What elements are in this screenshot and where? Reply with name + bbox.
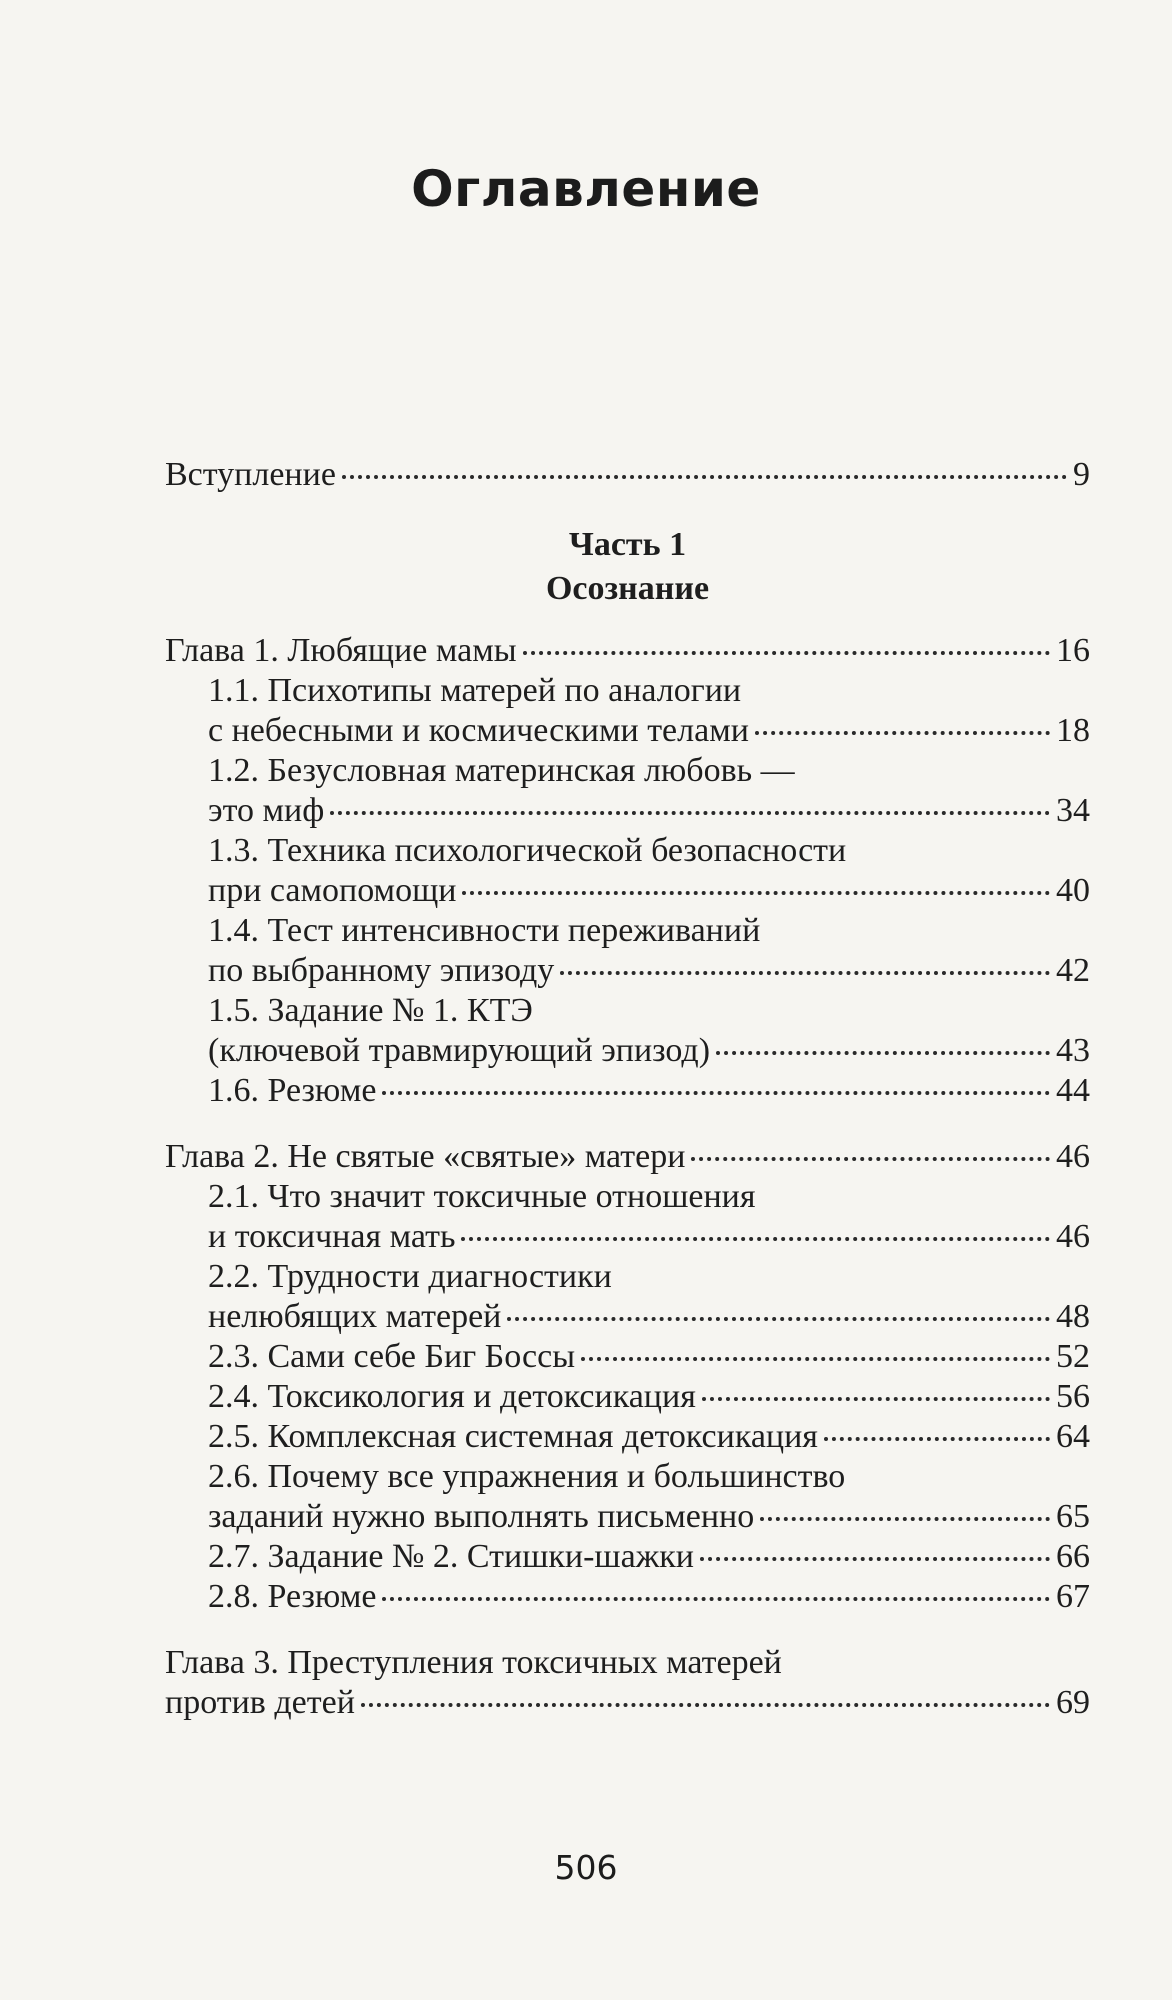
toc-item-1-4 [165, 911, 1090, 991]
toc-item-line1: 1.1. Психотипы матерей по аналогии [208, 672, 742, 709]
dot-leader [462, 891, 1050, 895]
chapter-title-line1: Глава 3. Преступления токсичных матерей [165, 1644, 782, 1681]
toc-page-number: 65 [1056, 1498, 1090, 1535]
toc-item-text: 2.5. Комплексная системная детоксикация [208, 1418, 818, 1455]
toc-page-number: 52 [1056, 1338, 1090, 1375]
toc-item-2-1 [165, 1177, 1090, 1257]
dot-leader [581, 1357, 1050, 1361]
dot-leader [523, 651, 1050, 655]
toc-item-text: 2.7. Задание № 2. Стишки-шажки [208, 1538, 694, 1575]
table-of-contents [165, 455, 1090, 1723]
toc-item-2-2 [165, 1257, 1090, 1337]
part-heading [165, 523, 1090, 611]
toc-item-line1: 2.2. Трудности диагностики [208, 1258, 612, 1295]
toc-item-2-5 [165, 1417, 1090, 1457]
toc-page-number: 48 [1056, 1298, 1090, 1335]
toc-page-number: 44 [1056, 1072, 1090, 1109]
toc-page-number: 67 [1056, 1578, 1090, 1615]
dot-leader [382, 1091, 1050, 1095]
toc-item-line1: 2.6. Почему все упражнения и большинство [208, 1458, 846, 1495]
toc-item-2-3 [165, 1337, 1090, 1377]
toc-page-number: 56 [1056, 1378, 1090, 1415]
toc-item-line2: и токсичная мать [208, 1218, 456, 1255]
toc-page-number: 42 [1056, 952, 1090, 989]
toc-chapter-1 [165, 631, 1090, 671]
chapter-title-line2: против детей [165, 1684, 355, 1721]
dot-leader [330, 811, 1050, 815]
dot-leader [382, 1597, 1050, 1601]
toc-item-line2: (ключевой травмирующий эпизод) [208, 1032, 711, 1069]
toc-item-2-8 [165, 1577, 1090, 1617]
page-number: 506 [554, 1848, 618, 1887]
toc-item-line1: 1.4. Тест интенсивности переживаний [208, 912, 761, 949]
toc-page-number: 16 [1056, 632, 1090, 669]
toc-page-number: 18 [1056, 712, 1090, 749]
toc-page-number: 66 [1056, 1538, 1090, 1575]
toc-item-line2: с небесными и космическими телами [208, 712, 749, 749]
dot-leader [361, 1703, 1050, 1707]
dot-leader [700, 1557, 1050, 1561]
dot-leader [691, 1157, 1050, 1161]
toc-item-1-3 [165, 831, 1090, 911]
toc-item-line2: заданий нужно выполнять письменно [208, 1498, 755, 1535]
dot-leader [560, 971, 1050, 975]
dot-leader [760, 1517, 1050, 1521]
page-title: Оглавление [411, 160, 761, 218]
part-label: Часть 1 [568, 526, 687, 563]
toc-item-2-7 [165, 1537, 1090, 1577]
toc-item-line1: 1.3. Техника психологической безопасности [208, 832, 847, 869]
toc-entry-intro [165, 455, 1090, 495]
toc-item-line1: 2.1. Что значит токсичные отношения [208, 1178, 756, 1215]
dot-leader [702, 1397, 1050, 1401]
toc-item-1-2 [165, 751, 1090, 831]
toc-page-number: 40 [1056, 872, 1090, 909]
toc-item-line2: по выбранному эпизоду [208, 952, 555, 989]
toc-item-1-1 [165, 671, 1090, 751]
toc-item-text: 1.6. Резюме [208, 1072, 377, 1109]
dot-leader [755, 731, 1050, 735]
toc-page-number: 46 [1056, 1138, 1090, 1175]
toc-page-number: 46 [1056, 1218, 1090, 1255]
dot-leader [507, 1317, 1050, 1321]
toc-page-number: 34 [1056, 792, 1090, 829]
toc-item-text: 2.3. Сами себе Биг Боссы [208, 1338, 576, 1375]
toc-entry-text: Вступление [165, 456, 336, 493]
chapter-title: Глава 2. Не святые «святые» матери [165, 1138, 686, 1175]
toc-item-1-5 [165, 991, 1090, 1071]
toc-page-number: 64 [1056, 1418, 1090, 1455]
chapter-title: Глава 1. Любящие мамы [165, 632, 517, 669]
toc-chapter-2 [165, 1137, 1090, 1177]
toc-page-number: 9 [1073, 456, 1090, 493]
toc-page-number: 43 [1056, 1032, 1090, 1069]
toc-item-text: 2.8. Резюме [208, 1578, 377, 1615]
toc-item-2-4 [165, 1377, 1090, 1417]
dot-leader [824, 1437, 1050, 1441]
toc-chapter-3 [165, 1643, 1090, 1723]
toc-item-2-6 [165, 1457, 1090, 1537]
dot-leader [342, 475, 1067, 479]
toc-item-line1: 1.5. Задание № 1. КТЭ [208, 992, 533, 1029]
toc-item-line1: 1.2. Безусловная материнская любовь — [208, 752, 795, 789]
toc-item-1-6 [165, 1071, 1090, 1111]
toc-item-line2: при самопомощи [208, 872, 457, 909]
dot-leader [716, 1051, 1050, 1055]
dot-leader [461, 1237, 1050, 1241]
part-name: Осознание [545, 570, 710, 607]
toc-page-number: 69 [1056, 1684, 1090, 1721]
toc-item-text: 2.4. Токсикология и детоксикация [208, 1378, 696, 1415]
toc-item-line2: нелюбящих матерей [208, 1298, 502, 1335]
toc-item-line2: это миф [208, 792, 325, 829]
